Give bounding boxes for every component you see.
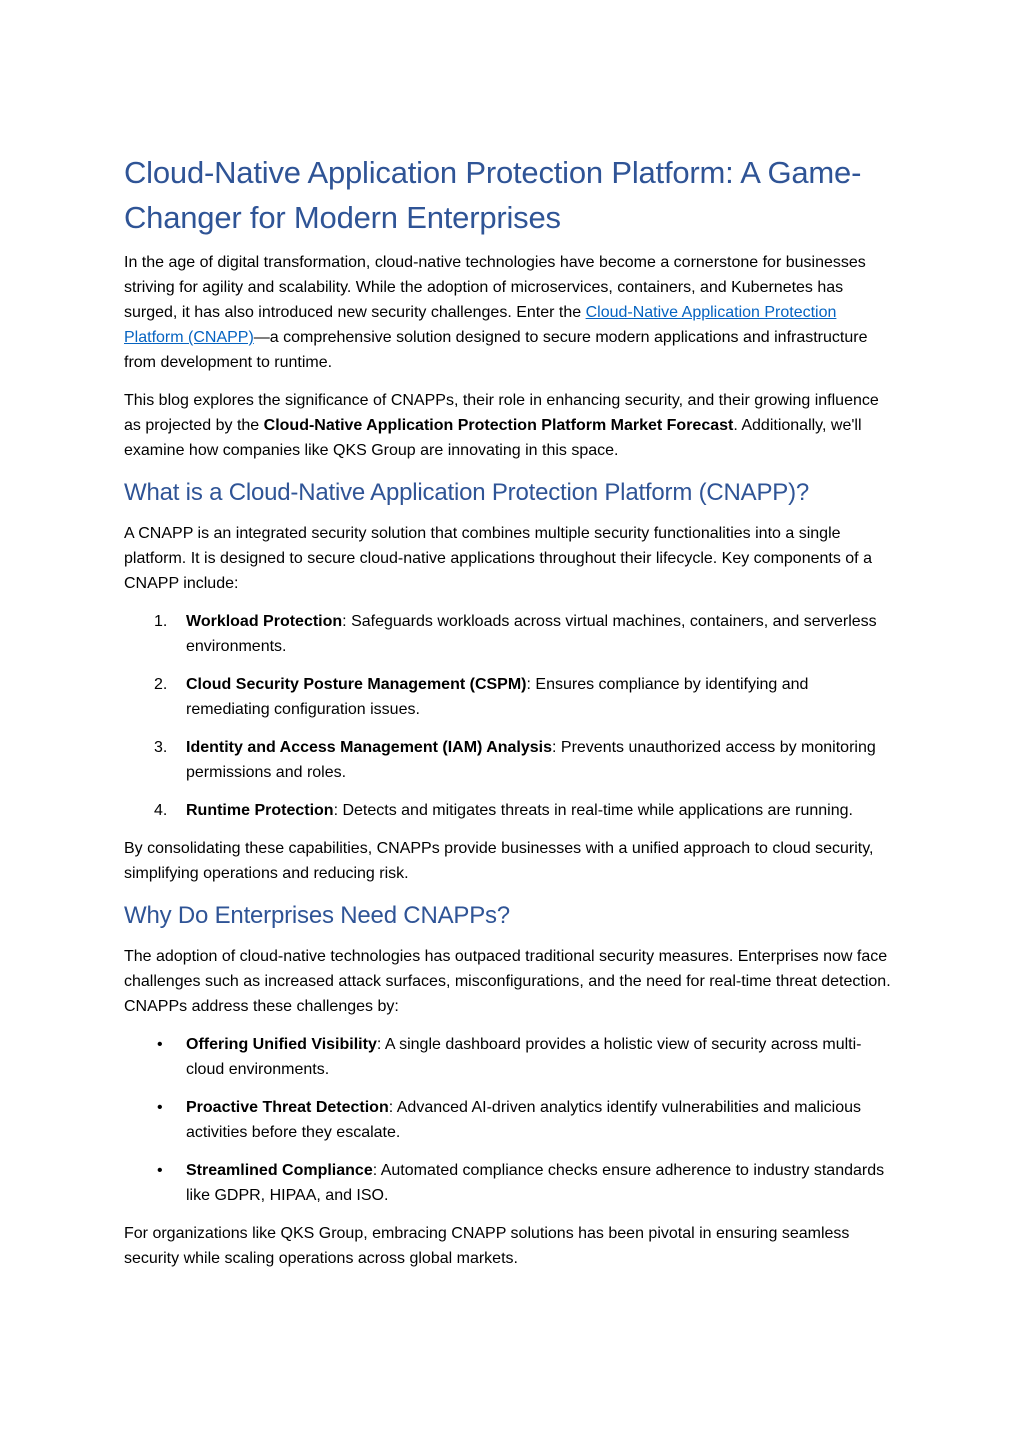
list-item	[124, 1095, 894, 1145]
list-number: 1.	[154, 613, 168, 630]
section1-intro: A CNAPP is an integrated security solution that combines multiple security functionalities into a single platform. It is designed to secure cloud-native applications throughout their lifecycle. Key components of a CNAPP include:	[124, 525, 872, 592]
bullet-icon: •	[157, 1099, 163, 1116]
item-text: : A single dashboard provides a holistic view of security across multi-cloud environments.	[186, 1036, 862, 1078]
list-number: 3.	[154, 739, 168, 756]
list-item	[124, 735, 894, 785]
intro-text-2: —a comprehensive solution designed to secure modern applications and infrastructure from development to runtime.	[124, 329, 868, 371]
bullet-icon: •	[157, 1162, 163, 1179]
components-list	[124, 609, 894, 823]
list-number: 4.	[154, 802, 168, 819]
item-text: : Detects and mitigates threats in real-time while applications are running.	[333, 802, 853, 819]
list-item	[124, 798, 894, 823]
item-text: : Safeguards workloads across virtual machines, containers, and serverless environments.	[186, 613, 877, 655]
item-text: : Advanced AI-driven analytics identify vulnerabilities and malicious activities before they escalate.	[186, 1099, 861, 1141]
bullet-icon: •	[157, 1036, 163, 1053]
item-bold: Cloud Security Posture Management (CSPM)	[186, 676, 527, 693]
section2-intro: The adoption of cloud-native technologies has outpaced traditional security measures. Enterprises now face challenges such as increased attack surfaces, misconfigurations, and the need for real-time threat detection. CNAPPs address these challenges by:	[124, 948, 891, 1015]
section1-outro: By consolidating these capabilities, CNAPPs provide businesses with a unified approach to cloud security, simplifying operations and reducing risk.	[124, 840, 874, 882]
item-bold: Workload Protection	[186, 613, 343, 630]
list-item	[124, 1032, 894, 1082]
item-text: : Prevents unauthorized access by monitoring permissions and roles.	[186, 739, 876, 781]
section-heading-what-is-cnapp: What is a Cloud-Native Application Protection Platform (CNAPP)?	[124, 479, 810, 506]
blog-text-2: . Additionally, we'll examine how companies like QKS Group are innovating in this space.	[124, 417, 862, 459]
blog-paragraph	[124, 388, 894, 463]
item-bold: Streamlined Compliance	[186, 1162, 373, 1179]
item-bold: Runtime Protection	[186, 802, 334, 819]
item-text: : Automated compliance checks ensure adherence to industry standards like GDPR, HIPAA, and ISO.	[186, 1162, 885, 1204]
intro-text-1: In the age of digital transformation, cloud-native technologies have become a cornerstone for businesses striving for agility and scalability. While the adoption of microservices, containers, and Kubernetes has surged, it has also introduced new security challenges. Enter the	[124, 254, 866, 321]
document-title: Cloud-Native Application Protection Platform: A Game-Changer for Modern Enterprises	[124, 155, 862, 235]
list-number: 2.	[154, 676, 168, 693]
list-item	[124, 1158, 894, 1208]
blog-text-1: This blog explores the significance of CNAPPs, their role in enhancing security, and their growing influence as projected by the	[124, 392, 879, 434]
list-item	[124, 609, 894, 659]
item-bold: Proactive Threat Detection	[186, 1099, 389, 1116]
cnapp-link[interactable]: Cloud-Native Application Protection Platform (CNAPP)	[124, 304, 837, 346]
item-bold: Offering Unified Visibility	[186, 1036, 377, 1053]
benefits-list	[124, 1032, 894, 1208]
item-text: : Ensures compliance by identifying and remediating configuration issues.	[186, 676, 809, 718]
item-bold: Identity and Access Management (IAM) Analysis	[186, 739, 553, 756]
list-item	[124, 672, 894, 722]
section-heading-why-cnapps: Why Do Enterprises Need CNAPPs?	[124, 902, 510, 929]
market-forecast-bold: Cloud-Native Application Protection Platform Market Forecast	[263, 417, 734, 434]
intro-paragraph	[124, 250, 894, 375]
section2-outro: For organizations like QKS Group, embracing CNAPP solutions has been pivotal in ensuring seamless security while scaling operations across global markets.	[124, 1225, 850, 1267]
document-page	[124, 150, 894, 1284]
